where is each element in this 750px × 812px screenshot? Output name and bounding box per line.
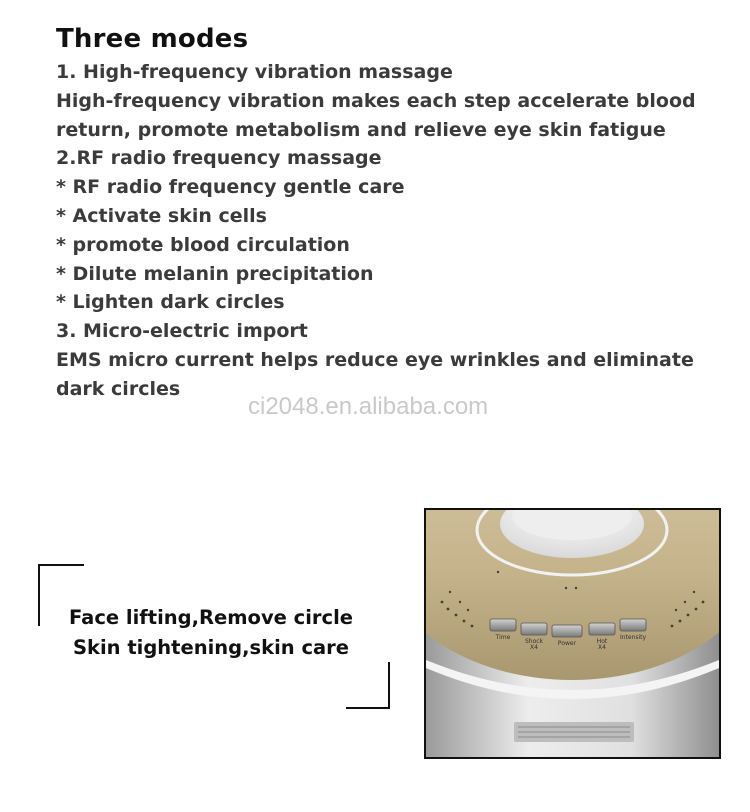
text-line: * Dilute melanin precipitation bbox=[56, 262, 374, 285]
tagline-line: Skin tightening,skin care bbox=[72, 636, 350, 659]
device-button-label: Power bbox=[557, 640, 577, 647]
watermark: ci2048.en.alibaba.com bbox=[248, 393, 489, 420]
corner-bracket-bottom-right bbox=[346, 662, 390, 709]
text-line: dark circles bbox=[56, 377, 181, 400]
device-button-time[interactable] bbox=[490, 619, 516, 641]
device-button-label: Intensity bbox=[619, 634, 647, 641]
device-button-label: Time bbox=[495, 634, 511, 641]
text-line: 2.RF radio frequency massage bbox=[56, 147, 382, 170]
text-line: EMS micro current helps reduce eye wrinkles and eliminate bbox=[56, 348, 694, 371]
tagline bbox=[56, 603, 366, 663]
text-line: * RF radio frequency gentle care bbox=[56, 176, 405, 199]
device-button-sublabel: X4 bbox=[530, 644, 538, 651]
text-line: * Activate skin cells bbox=[56, 204, 267, 227]
control-panel bbox=[426, 510, 719, 757]
text-line: High-frequency vibration makes each step accelerate blood bbox=[56, 89, 696, 112]
product-photo bbox=[424, 508, 721, 759]
device-button-hot[interactable] bbox=[589, 623, 615, 651]
device-button-label: Shock bbox=[524, 638, 544, 645]
text-line: 1. High-frequency vibration massage bbox=[56, 61, 453, 83]
device-button-shock[interactable] bbox=[521, 623, 547, 651]
device-button-power[interactable] bbox=[552, 625, 582, 647]
section-title: Three modes bbox=[56, 24, 249, 54]
device-button-label: Hot bbox=[596, 638, 608, 645]
text-line: return, promote metabolism and relieve eye skin fatigue bbox=[56, 118, 666, 141]
text-line: * promote blood circulation bbox=[56, 233, 350, 256]
tagline-line: Face lifting,Remove circle bbox=[68, 606, 354, 629]
feature-description bbox=[56, 58, 726, 404]
device-button-sublabel: X4 bbox=[598, 644, 606, 651]
text-line: 3. Micro-electric import bbox=[56, 320, 308, 343]
device-button-intensity[interactable] bbox=[620, 619, 647, 641]
text-line: * Lighten dark circles bbox=[56, 291, 285, 314]
